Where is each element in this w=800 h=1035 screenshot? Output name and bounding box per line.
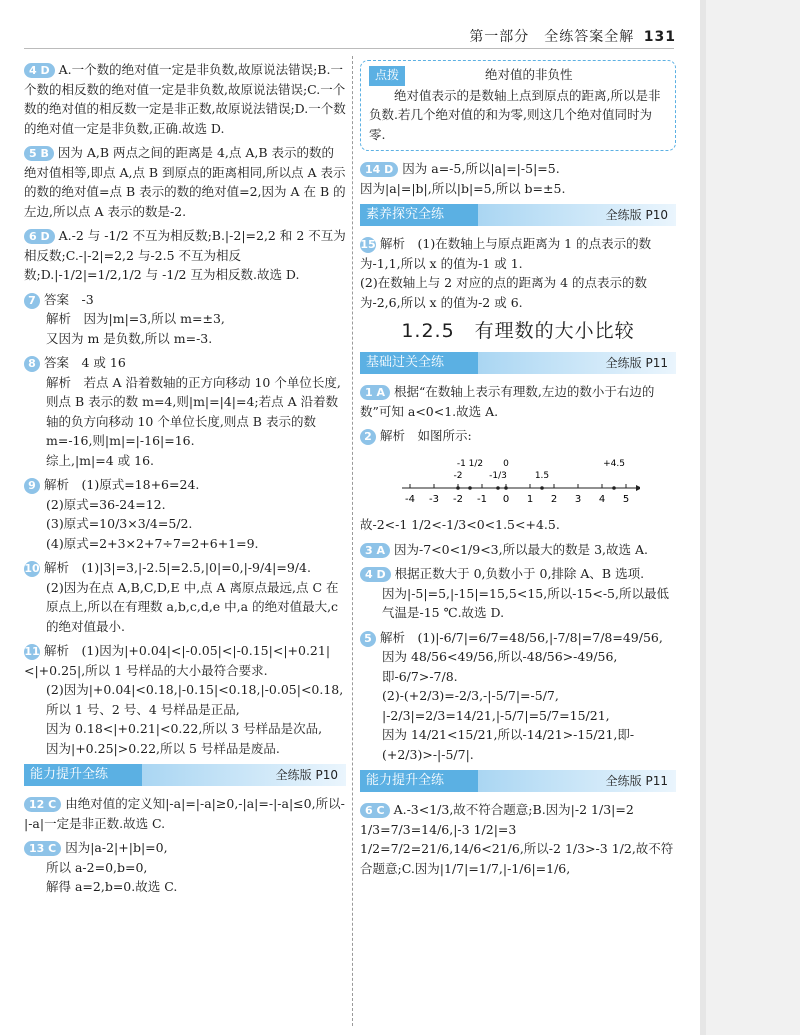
question-number: 11 [24,645,40,658]
tick-label: -4 [405,493,415,505]
answer-12 [24,794,346,833]
answer-line: 因为|a-2|+|b|=0, [65,840,168,855]
section-banner-ability [24,764,346,786]
answer-line: 因为|-5|=5,|-15|=15,5<15,所以-15<-5,所以最低气温是-15 ℃.故选 D. [382,585,669,620]
answer-line: 根据正数大于 0,负数小于 0,排除 A、B 选项. [394,566,645,581]
answer-r2 [360,426,676,535]
answer-line: (2)因为在点 A,B,C,D,E 中,点 A 离原点最远,点 C 在原点上,所以在有理数 a,b,c,d,e 中,a 的绝对值最大,c 的绝对值最小. [46,579,339,634]
banner-title: 能力提升全练 [360,770,478,792]
question-number: 7 [24,293,40,309]
answer-label: 1 A [360,385,390,400]
tick-label: -1 [477,493,487,505]
answer-label: 14 D [360,162,398,177]
answer-label: 4 D [360,567,391,582]
answer-line: 答案 -3 [44,291,94,307]
point-label: 0 [503,458,509,469]
point-label: +4.5 [603,458,625,469]
point-label: -1 1/2 [456,458,484,469]
tip-text: 绝对值表示的是数轴上点到原点的距离,所以是非负数.若几个绝对值的和为零,则这几个绝对值同时为零. [369,87,661,142]
answer-text: 因为 A,B 两点之间的距离是 4,点 A,B 表示的数的绝对值相等,即点 A,点 B 到原点的距离相同,所以点 A 表示的数的绝对值=点 B 表示的数的绝对值=2,因为 A 在 B 的左边,所以点 A 表示的数是-2. [24,145,346,219]
question-number: 9 [24,478,40,494]
banner-ref: 全练版 P11 [605,356,668,370]
axis-marks [454,459,625,490]
answer-line: |-2/3|=2/3=14/21,|-5/7|=5/7=15/21, [382,707,610,723]
answer-r4 [360,564,676,623]
question-number: 10 [24,562,40,575]
answer-r3 [360,540,676,560]
section-banner-basic [360,352,676,374]
answer-line: 因为|a|=|b|,所以|b|=5,所以 b=±5. [360,180,566,196]
tick-label: 0 [502,493,510,505]
answer-line: 答案 4 或 16 [44,355,126,370]
answer-label: 4 D [24,63,55,78]
answer-text: 根据“在数轴上表示有理数,左边的数小于右边的数”可知 a<0<1.故选 A. [360,384,655,419]
answer-10 [24,558,346,636]
column-divider [352,56,353,1026]
header-rule [24,48,674,49]
tip-box [360,60,676,151]
page-header [469,26,676,46]
answer-text: A.一个数的绝对值一定是非负数,故原说法错误;B.一个数的相反数的绝对值一定是非负数,故原说法错误;C.一个数的绝对值的相反数一定是非正数,故原说法错误;D.一个数的绝对值一定是非负数,正确.故选 D. [24,62,346,136]
banner-ref: 全练版 P11 [605,774,668,788]
answer-line: 所以 a-2=0,b=0, [46,859,148,875]
point-label: -1/3 [489,470,507,481]
answer-r6 [360,800,676,878]
answer-line: (2)因为|+0.04|<0.18,|-0.15|<0.18,|-0.05|<0.18,所以 1 号、2 号、4 号样品是正品, [46,682,344,717]
answer-11 [24,641,346,758]
header-title: 第一部分 全练答案全解 [469,29,635,45]
answer-5 [24,143,346,221]
banner-ref: 全练版 P10 [605,208,668,222]
question-number: 8 [24,356,40,372]
answer-9 [24,475,346,553]
point [540,486,544,490]
point-label: -2 [453,470,463,481]
answer-line: 解析 (1)|-6/7|=6/7=48/56,|-7/8|=7/8=49/56, [380,629,663,645]
section-banner-ability-2 [360,770,676,792]
answer-label: 3 A [360,543,390,558]
answer-line: (4)原式=2+3×2+7÷7=2+6+1=9. [46,535,259,551]
banner-ref: 全练版 P10 [275,768,338,782]
number-line-svg [400,452,640,508]
answer-line: 解得 a=2,b=0.故选 C. [46,879,178,894]
answer-line: (2)在数轴上与 2 对应的点的距离为 4 的点表示的数为-2,6,所以 x 的值为-2 或 6. [360,275,648,310]
answer-text: A.-3<1/3,故不符合题意;B.因为|-2 1/3|=2 1/3=7/3=14/6,|-3 1/2|=3 1/2=7/2=21/6,14/6<21/6,所以-2 1/3>-3 1/2,故不符合题意;C.因为|1/7|=1/7,|-1/6|=1/6, [360,802,674,876]
answer-8 [24,353,346,470]
section-banner-literacy [360,204,676,226]
answer-label: 12 C [24,797,61,812]
answer-6 [24,226,346,285]
page-edge [700,0,800,1035]
answer-line: 故-2<-1 1/2<-1/3<0<1.5<+4.5. [360,517,560,532]
point [612,486,616,490]
answer-text: A.-2 与 -1/2 不互为相反数;B.|-2|=2,2 和 2 不互为相反数;C.-|-2|=2,2 与-2.5 不互为相反数;D.|-1/2|=1/2,1/2 与 -1/2 互为相反数.故选 D. [24,228,346,282]
answer-line: (3)原式=10/3×3/4=5/2. [46,516,193,531]
point [504,486,508,490]
page-edge-bar [700,0,706,1035]
tick-label: 4 [598,493,606,505]
answer-line: 综上,|m|=4 或 16. [46,452,155,468]
question-number: 2 [360,429,376,445]
point [496,486,500,490]
page-number: 131 [643,29,676,45]
tick-label: 5 [622,493,630,505]
section-heading: 1.2.5 有理数的大小比较 [401,320,635,342]
point [456,486,460,490]
answer-line: (2)原式=36-24=12. [46,496,166,512]
point-label: 1.5 [534,470,550,481]
answer-r5 [360,628,676,765]
question-number: 5 [360,631,376,647]
answer-line: 解析 如图所示: [380,428,472,443]
answer-line: 解析 (1)因为|+0.04|<|-0.05|<|-0.15|<|+0.21|<|+0.25|,所以 1 号样品的大小最符合要求. [24,643,331,678]
left-column [24,60,346,902]
tick-label: -2 [453,493,463,505]
answer-line: 解析 (1)|3|=3,|-2.5|=2.5,|0|=0,|-9/4|=9/4. [44,560,311,575]
question-number: 15 [360,238,376,251]
axis-arrow [636,485,640,491]
answer-14 [360,159,676,198]
answer-line: 因为 a=-5,所以|a|=|-5|=5. [402,161,560,176]
answer-r1 [360,382,676,421]
banner-title: 能力提升全练 [24,764,142,786]
answer-line: 因为 14/21<15/21,所以-14/21>-15/21,即-(+2/3)>-|-5/7|. [382,727,635,762]
answer-line: 解析 若点 A 沿着数轴的正方向移动 10 个单位长度,则点 B 表示的数 m=4,则|m|=|4|=4;若点 A 沿着数轴的负方向移动 10 个单位长度,则点 B 表示的数 m=-16,则|m|=|-16|=16. [46,374,341,448]
answer-4 [24,60,346,138]
answer-15 [360,234,676,312]
answer-text: 因为-7<0<1/9<3,所以最大的数是 3,故选 A. [394,541,648,557]
answer-line: 解析 因为|m|=3,所以 m=±3, [46,311,225,326]
answer-line: 因为|+0.25|>0.22,所以 5 号样品是废品. [46,740,280,756]
answer-label: 6 D [24,229,55,244]
answer-line: (2)-(+2/3)=-2/3,-|-5/7|=-5/7, [382,688,559,703]
tick-label: 3 [574,493,582,505]
number-line [400,452,676,514]
tick-label: -3 [429,493,439,505]
answer-13 [24,838,346,897]
tick-label: 1 [526,493,534,505]
banner-title: 基础过关全练 [360,352,478,374]
axis-ticks [405,484,629,505]
tip-label: 点拨 [369,66,405,86]
answer-label: 13 C [24,841,61,856]
right-column [360,60,676,883]
answer-line: 因为 48/56<49/56,所以-48/56>-49/56,即-6/7>-7/8. [382,649,618,684]
answer-line: 又因为 m 是负数,所以 m=-3. [46,330,213,346]
banner-title: 素养探究全练 [360,204,478,226]
answer-label: 6 C [360,803,390,818]
tick-label: 2 [550,493,558,505]
answer-7 [24,290,346,349]
answer-label: 5 B [24,146,54,161]
answer-line: 因为 0.18<|+0.21|<0.22,所以 3 号样品是次品, [46,721,323,736]
point [468,486,472,490]
answer-text: 由绝对值的定义知|-a|=|-a|≥0,-|a|=-|-a|≤0,所以-|-a|一定是非正数.故选 C. [24,796,345,831]
answer-line: 解析 (1)原式=18+6=24. [44,477,200,492]
answer-line: 解析 (1)在数轴上与原点距离为 1 的点表示的数为-1,1,所以 x 的值为-1 或 1. [360,236,652,271]
tip-title: 绝对值的非负性 [485,67,573,82]
